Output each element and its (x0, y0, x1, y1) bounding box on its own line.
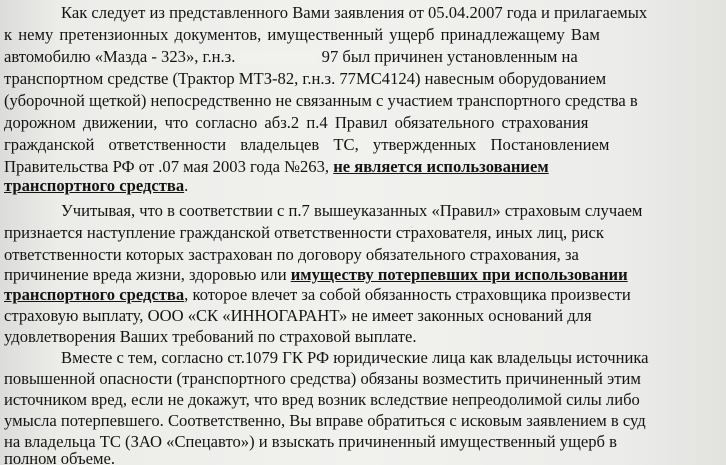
text-line-20 (4, 411, 720, 431)
text-line-16-content: удовлетворения Ваших требований по страховой выплате. (4, 327, 417, 346)
text-line-15-content: страховую выплату, ООО «СК «ИННОГАРАНТ» не имеет законных оснований для (4, 306, 592, 325)
text-line-2-content: к нему претензионных документов, имущественный ущерб принадлежащему Вам (4, 25, 600, 44)
text-line-14 (4, 285, 720, 305)
text-line-16 (4, 327, 720, 347)
text-line-19-content: источником вред, если не докажут, что вред возник вследствие непреодолимой силы либо (4, 390, 640, 409)
text-line-2 (4, 25, 720, 45)
text-line-12 (4, 245, 720, 265)
text-line-4-content: транспортном средстве (Трактор МТЗ-82, г.н.з. 77МС4124) навесным оборудованием (4, 69, 607, 88)
text-line-8-part-1: Правительства РФ от .07 мая 2003 года №263, (4, 157, 330, 176)
text-line-14-part-2: , которое влечет за собой обязанность страховщика произвести (184, 285, 631, 304)
text-line-15 (4, 306, 720, 326)
text-line-3-part-2: 97 был причинен установленным на (321, 47, 578, 66)
text-line-1 (61, 3, 720, 23)
text-line-3 (4, 47, 720, 67)
text-line-19 (4, 390, 720, 410)
text-line-21-content: на владельца ТС (ЗАО «Спецавто») и взыскать причиненный имущественный ущерб в (4, 432, 617, 451)
text-line-7 (4, 135, 720, 155)
text-line-9 (4, 176, 188, 196)
emphasis-vehicle: транспортного средства (4, 176, 185, 195)
text-line-12-content: ответственности которых застрахован по договору обязательного страхования, за (4, 245, 579, 264)
text-line-9-period: . (184, 176, 189, 195)
text-line-20-content: умысла потерпевшего. Соответственно, Вы вправе обратиться с исковым заявлением в суд (4, 411, 646, 430)
text-line-5-content: (уборочной щеткой) непосредственно не связанным с участием транспортного средства в (4, 91, 638, 110)
redacted-plate-number (240, 51, 318, 65)
text-line-11 (4, 223, 720, 243)
text-line-6-content: дорожном движении, что согласно абз.2 п.4 Правил обязательного страхования (4, 113, 589, 132)
text-line-1-content: Как следует из представленного Вами заявления от 05.04.2007 года и прилагаемых (61, 3, 648, 22)
text-line-8 (4, 157, 720, 177)
text-line-13 (4, 265, 720, 285)
text-line-5 (4, 91, 720, 111)
text-line-3-part-1: автомобилю «Мазда - 323», г.н.з. (4, 47, 236, 66)
text-line-10 (61, 201, 720, 221)
text-line-17-content: Вместе с тем, согласно ст.1079 ГК РФ юридические лица как владельцы источника (61, 348, 649, 367)
text-line-4 (4, 69, 720, 89)
text-line-11-content: признается наступление гражданской ответственности страхователя, иных лиц, риск (4, 223, 604, 242)
text-line-6 (4, 113, 720, 133)
text-line-10-content: Учитывая, что в соответствии с п.7 вышеуказанных «Правил» страховым случаем (61, 201, 643, 220)
text-line-13-part-1: причинение вреда жизни, здоровью или (4, 265, 287, 284)
emphasis-not-use-of-vehicle: не является использованием (333, 157, 549, 176)
text-line-22 (4, 449, 115, 465)
text-line-17 (61, 348, 720, 368)
text-line-18 (4, 369, 720, 389)
text-line-22-content: полном объеме. (4, 449, 116, 465)
emphasis-vehicle-2: транспортного средства (4, 285, 185, 304)
emphasis-property-of-victims: имуществу потерпевших при использовании (290, 265, 628, 284)
text-line-7-content: гражданской ответственности владельцев ТС, утвержденных Постановлением (4, 135, 610, 154)
text-line-18-content: повышенной опасности (транспортного средства) обязаны возместить причиненный этим (4, 369, 641, 388)
